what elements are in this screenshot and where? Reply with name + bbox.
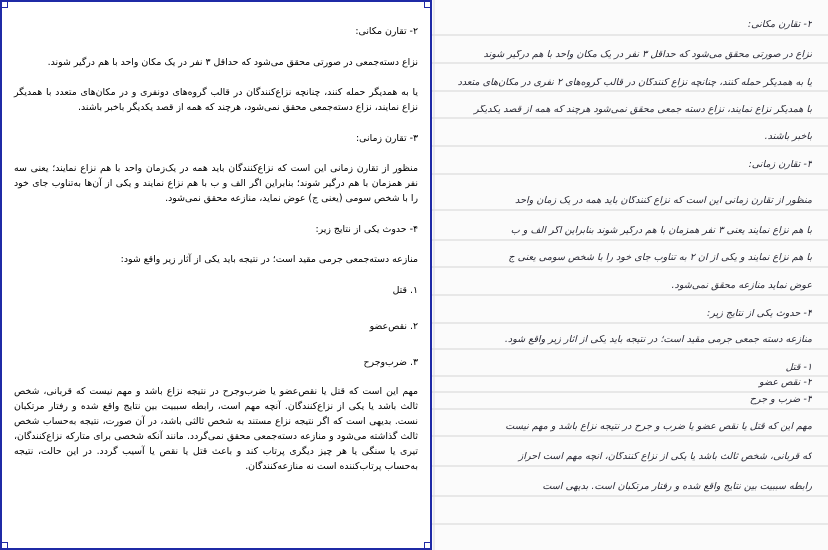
list-item: ۲. نقص‌عضو [369, 320, 418, 332]
handwritten-line: منظور از تقارن زمانی این است که نزاع کنندگان باید همه در یک زمان واحد [515, 196, 812, 206]
handwritten-line: باخبر باشند. [764, 132, 812, 142]
paragraph: منظور از تقارن زمانی این است که نزاع‌کنندگان باید همه در یک‌زمان واحد با هم نزاع نمایند؛ یعنی سه نفر همزمان با هم درگیر شوند؛ بنابراین اگر الف و ب با هم نزاع نمایند و یکی از آن‌ها به‌تناوب جای خود را با شخص سومی (یعنی ج) عوض نماید، منازعه محقق نمی‌شود. [14, 163, 418, 204]
handwritten-line: ۱- قتل [785, 363, 812, 373]
resize-handle-top-right[interactable] [424, 1, 431, 8]
paragraph: یا به همدیگر حمله کنند، چنانچه نزاع‌کنندگان در قالب گروه‌های دونفری و در مکان‌های متعدد با همدیگر نزاع نمایند، نزاع دسته‌جمعی محقق نمی‌شود، هرچند که همه از قصد یکدیگر باخبر باشند. [14, 87, 418, 113]
handwritten-page-scan [432, 0, 828, 550]
handwritten-line: با هم نزاع نمایند و یکی از آن ۲ به تناوب جای خود را با شخص سومی یعنی ج [508, 253, 812, 263]
handwritten-line: ۲- نقص عضو [759, 378, 812, 388]
resize-handle-bottom-left[interactable] [1, 542, 8, 549]
paragraph: نزاع دسته‌جمعی در صورتی محقق می‌شود که حداقل ۳ نفر در یک مکان واحد با هم درگیر شوند. [47, 56, 418, 68]
handwritten-line: ۳- تقارن زمانی: [748, 160, 812, 170]
resize-handle-bottom-right[interactable] [424, 542, 431, 549]
resize-handle-top-left[interactable] [1, 1, 8, 8]
handwritten-line: که قربانی، شخص ثالث باشد یا یکی از نزاع کنندگان، آنچه مهم است احراز [518, 452, 812, 462]
paragraph: منازعه دسته‌جمعی جرمی مقید است؛ در نتیجه باید یکی از آثار زیر واقع شود: [120, 254, 418, 265]
handwritten-line: ۴- حدوث یکی از نتایج زیر: [707, 309, 812, 319]
handwritten-line: ۳- ضرب و جرح [749, 395, 812, 405]
handwritten-line: ۲- تقارن مکانی: [747, 20, 812, 30]
handwritten-line: منازعه دسته جمعی جرمی مقید است؛ در نتیجه باید یکی از آثار زیر واقع شود. [504, 335, 812, 345]
closing-paragraph: مهم این است که قتل یا نقص‌عضو یا ضرب‌وجرح در نتیجه نزاع باشد و مهم نیست که قربانی، شخص ثالث باشد یا یکی از نزاع‌کنندگان. آنچه مهم است، رابطه سببیت بین نتایج واقع شده و رفتار مرتکبان نست. بدیهی است که اگر نتیجه نزاع مستند به شخص ثالثی باشد، در آن صورت، نتیجه به‌حساب شخص ثالث گذاشته می‌شود و منازعه دسته‌جمعی محقق نمی‌گردد. مانند آنکه شخصی برای متارکه نزاع‌کنندگان، تیری یا سنگی یا هر چیز دیگری پرتاب کند و باعث قتل یا نقص یا آسیب گردد. در این حالت، نتیجه به‌حساب پرتاب‌کننده است نه منازعه‌کنندگان. [14, 385, 418, 472]
section-heading-spatial: ۲- تقارن مکانی: [355, 26, 418, 37]
typed-text-body [14, 24, 418, 548]
handwritten-line: رابطه سببیت بین نتایج واقع شده و رفتار مرتکبان است. بدیهی است [542, 482, 812, 492]
section-heading-temporal: ۳- تقارن زمانی: [356, 132, 418, 144]
list-item: ۳. ضرب‌وجرح [363, 356, 418, 368]
handwritten-line: یا به همدیگر حمله کنند، چنانچه نزاع کنندگان در قالب گروه‌های ۲ نفری در مکان‌های متعدد [457, 78, 812, 88]
handwritten-line: با همدیگر نزاع نمایند، نزاع دسته جمعی محقق نمی‌شود هرچند که همه از قصد یکدیگر [473, 105, 812, 115]
list-item: ۱. قتل [392, 284, 418, 296]
section-heading-results: ۴- حدوث یکی از نتایج زیر: [315, 223, 418, 235]
handwritten-line: نزاع در صورتی محقق می‌شود که حداقل ۳ نفر در یک مکان واحد با هم درگیر شوند [483, 50, 812, 60]
handwritten-line: با هم نزاع نمایند یعنی ۳ نفر همزمان با هم درگیر شوند بنابراین اگر الف و ب [510, 226, 812, 236]
handwritten-line: مهم این که قتل یا نقص عضو یا ضرب و جرح در نتیجه نزاع باشد و مهم نیست [505, 422, 812, 432]
handwritten-line: عوض نماید منازعه محقق نمی‌شود. [671, 281, 812, 291]
